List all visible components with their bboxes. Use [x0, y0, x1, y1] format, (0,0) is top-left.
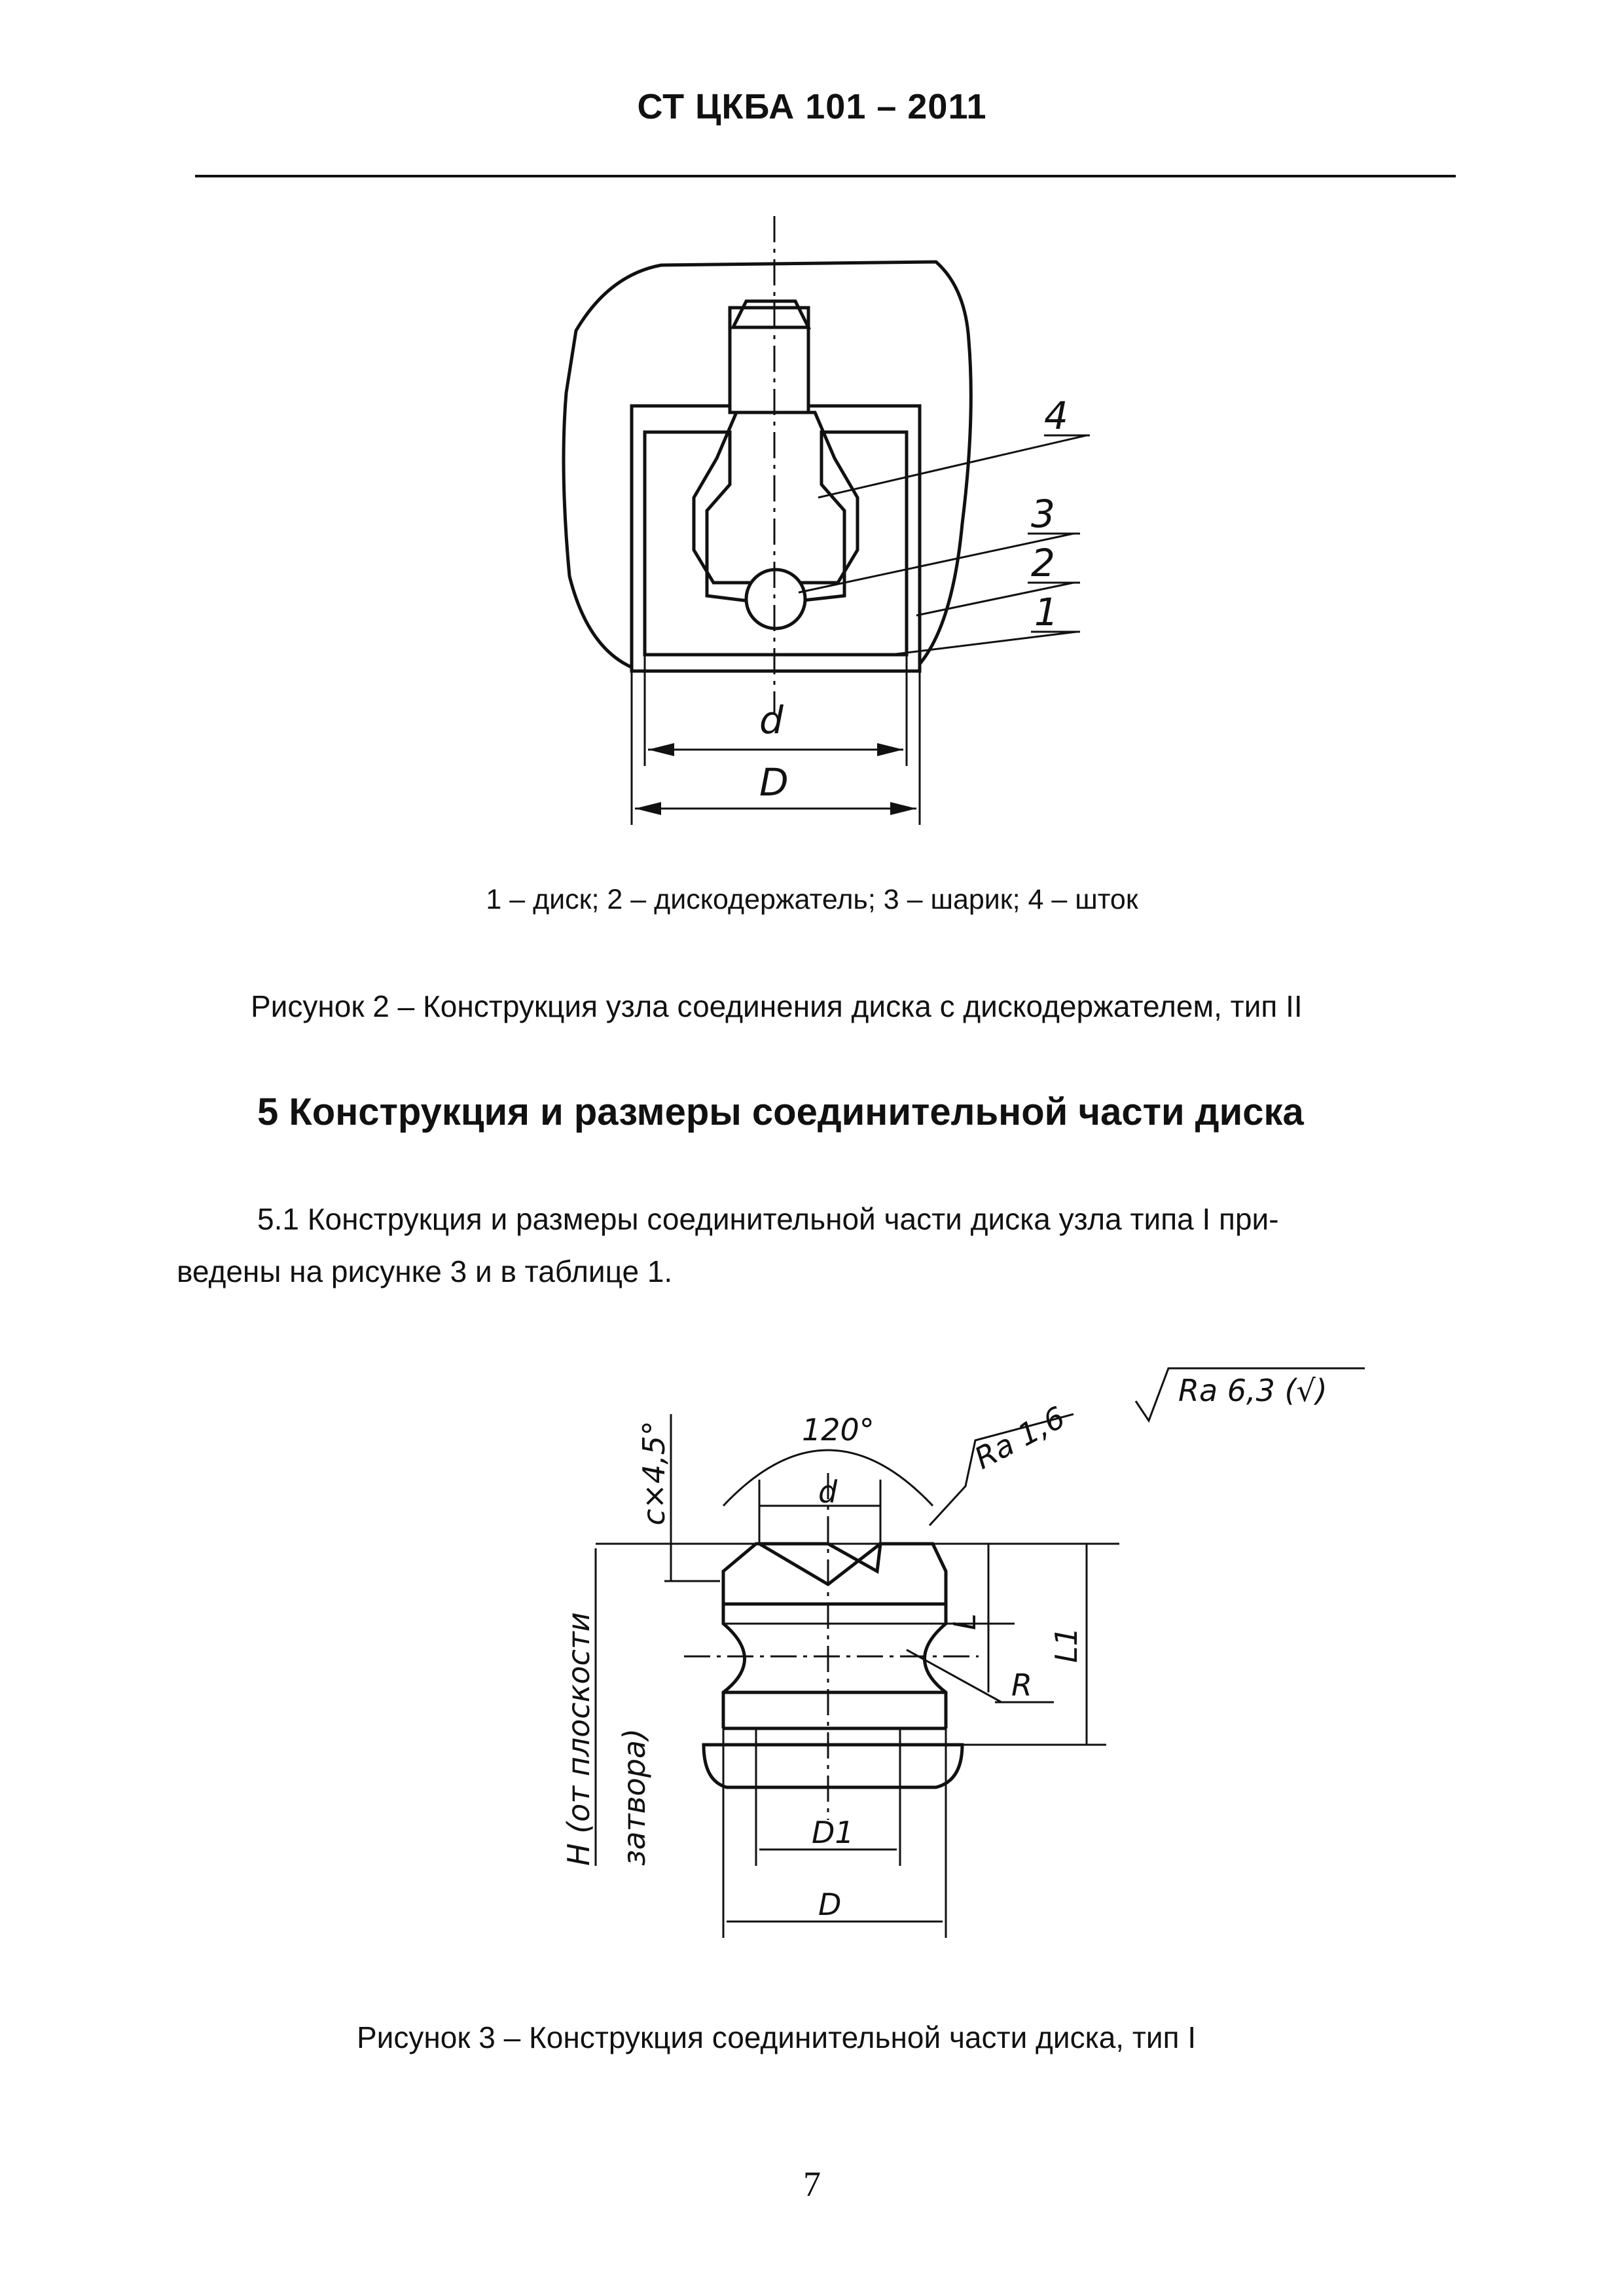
- angle-label: 120°: [802, 1412, 875, 1448]
- fig3-R-label: R: [1011, 1667, 1032, 1703]
- roughness-surface-label: Ra 1,6: [968, 1399, 1071, 1476]
- ball-part-3: [746, 570, 805, 629]
- callout-2: 2: [1031, 541, 1055, 585]
- disc-head: [723, 1544, 946, 1604]
- holder-cavity: [632, 406, 920, 671]
- section-paragraph-line-2: ведены на рисунке 3 и в таблице 1.: [177, 1254, 673, 1288]
- H-label-2: затвора): [617, 1728, 652, 1866]
- section-heading: 5 Конструкция и размеры соединительной части диска: [257, 1091, 1304, 1133]
- fig3-d-label: d: [818, 1474, 838, 1510]
- chamfer-label: c×4,5°: [636, 1421, 672, 1525]
- callout-1: 1: [1034, 590, 1058, 634]
- fig3-D1-label: D1: [812, 1815, 854, 1850]
- figure-3-caption: Рисунок 3 – Конструкция соединительной части диска, тип I: [357, 2020, 1197, 2054]
- dim-D-label: D: [759, 760, 789, 805]
- fig3-L-label: L: [947, 1613, 983, 1630]
- figure-3-drawing: [561, 1368, 1365, 1938]
- page-number: 7: [803, 2164, 821, 2204]
- H-label: H (от плоскости: [561, 1612, 596, 1866]
- figure-2-caption: Рисунок 2 – Конструкция узла соединения диска с дискодержателем, тип II: [251, 989, 1303, 1023]
- figure-2-legend: 1 – диск; 2 – дискодержатель; 3 – шарик; 4 – шток: [486, 884, 1138, 915]
- section-paragraph-line-1: 5.1 Конструкция и размеры соединительной части диска узла типа I при-: [257, 1202, 1279, 1236]
- roughness-general-label: Ra 6,3 (√): [1178, 1373, 1327, 1408]
- fig3-D-label: D: [818, 1887, 842, 1922]
- disc-base: [704, 1745, 962, 1787]
- callout-4: 4: [1044, 393, 1068, 438]
- stem-channel: [730, 308, 808, 412]
- fig3-L1-label: L1: [1049, 1627, 1084, 1663]
- callout-3: 3: [1031, 492, 1055, 536]
- document-header: СТ ЦКБА 101 – 2011: [637, 87, 987, 126]
- dim-d-label: d: [759, 698, 784, 742]
